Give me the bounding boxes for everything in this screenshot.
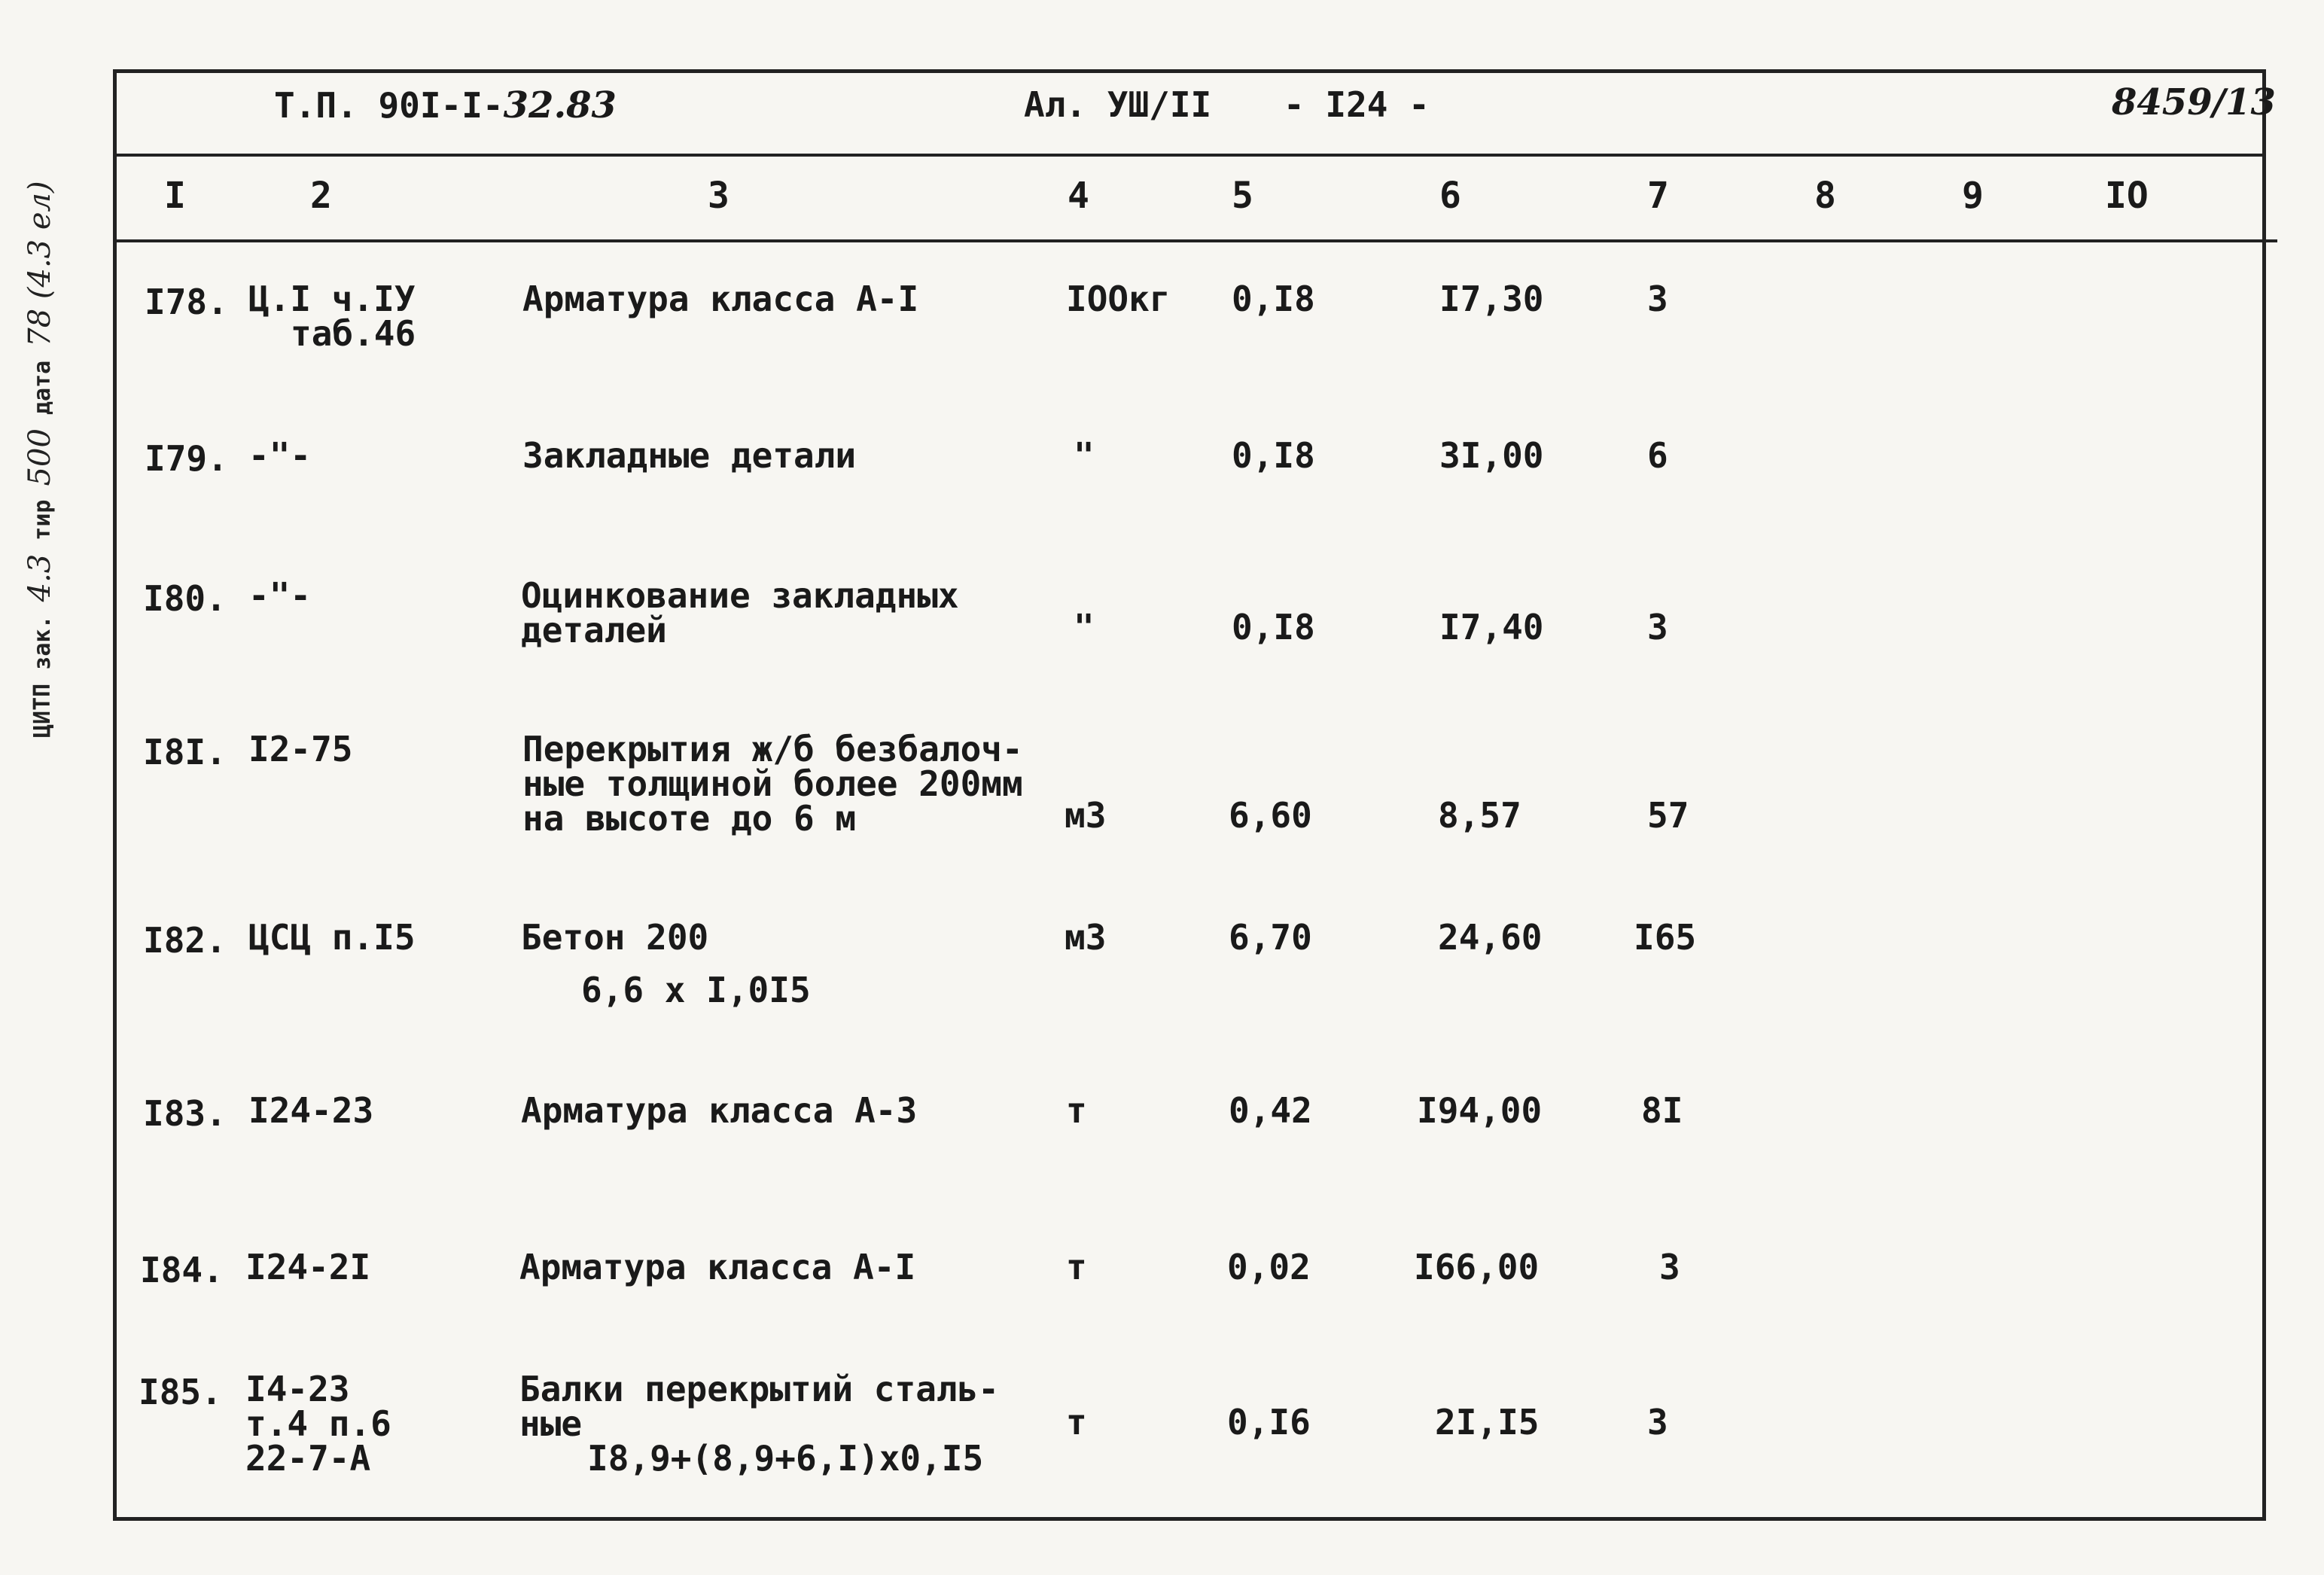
side-stamp-run: 500 bbox=[23, 428, 57, 486]
reference bbox=[248, 279, 416, 354]
unit: м3 bbox=[1065, 795, 1107, 836]
description-line: Арматура класса А-I bbox=[522, 279, 919, 319]
unit-price: I7,30 bbox=[1439, 279, 1544, 319]
unit-price: 8,57 bbox=[1438, 795, 1521, 836]
description-line: Арматура класса А-3 bbox=[521, 1090, 918, 1131]
description-line: 6,6 x I,0I5 bbox=[581, 970, 811, 1010]
reference bbox=[248, 575, 312, 616]
side-stamp-printed-3: дата bbox=[29, 360, 56, 416]
total: 3 bbox=[1647, 607, 1668, 647]
column-number: 5 bbox=[1232, 175, 1253, 217]
description bbox=[519, 1369, 999, 1479]
row-number: I85. bbox=[139, 1372, 222, 1412]
description bbox=[522, 279, 919, 319]
unit-price: I94,00 bbox=[1417, 1090, 1543, 1131]
reference bbox=[248, 917, 416, 958]
row-number: I8I. bbox=[143, 732, 227, 772]
quantity: 0,02 bbox=[1227, 1247, 1311, 1287]
row-number: I78. bbox=[145, 282, 228, 322]
unit: т bbox=[1066, 1247, 1087, 1287]
quantity: 0,I8 bbox=[1232, 607, 1315, 647]
description-line: Закладные детали bbox=[522, 435, 857, 476]
unit-price: 24,60 bbox=[1438, 917, 1543, 958]
document-number: 8459/13 bbox=[2112, 81, 2276, 123]
reference-line: -"- bbox=[248, 575, 312, 616]
column-number: 9 bbox=[1962, 175, 1984, 217]
unit: м3 bbox=[1065, 917, 1107, 958]
unit-price: 3I,00 bbox=[1439, 435, 1544, 476]
side-stamp-date: 78 (4.3 ел) bbox=[23, 181, 57, 347]
column-number: I bbox=[164, 175, 186, 217]
quantity: 0,42 bbox=[1229, 1090, 1312, 1131]
side-stamp-printed-2: тир bbox=[29, 499, 56, 541]
unit-price: I66,00 bbox=[1414, 1247, 1540, 1287]
row-number: I84. bbox=[140, 1250, 224, 1290]
description bbox=[522, 729, 1023, 839]
unit-price: 2I,I5 bbox=[1435, 1402, 1540, 1442]
description-line: Арматура класса А-I bbox=[519, 1247, 916, 1287]
album-label: Ал. УШ/II bbox=[1024, 84, 1212, 125]
unit: " bbox=[1074, 435, 1095, 476]
unit-price: I7,40 bbox=[1439, 607, 1544, 647]
row-number: I82. bbox=[143, 920, 227, 961]
unit: IOOкг bbox=[1066, 279, 1171, 319]
description-line: Перекрытия ж/б безбалоч- bbox=[522, 729, 1023, 769]
reference bbox=[245, 1369, 391, 1479]
reference-line: ЦСЦ п.I5 bbox=[248, 917, 416, 958]
column-numbers-divider bbox=[113, 239, 2277, 242]
reference-line: I4-23 bbox=[245, 1369, 350, 1409]
side-stamp bbox=[23, 15, 57, 738]
total: 3 bbox=[1647, 279, 1668, 319]
column-number: 4 bbox=[1068, 175, 1089, 217]
reference-line: I2-75 bbox=[248, 729, 353, 769]
description-line: ные толщиной более 200мм bbox=[522, 763, 1023, 804]
project-code-printed: Т.П. 90I-I- bbox=[274, 85, 504, 126]
description-line: Бетон 200 bbox=[521, 917, 709, 958]
column-number: 3 bbox=[708, 175, 729, 217]
reference-line: т.4 п.6 bbox=[245, 1403, 391, 1444]
quantity: 0,I8 bbox=[1232, 435, 1315, 476]
page-number: - I24 - bbox=[1284, 84, 1430, 125]
quantity: 6,70 bbox=[1229, 917, 1312, 958]
column-number: 8 bbox=[1814, 175, 1836, 217]
reference bbox=[248, 435, 312, 476]
total: 3 bbox=[1659, 1247, 1680, 1287]
description bbox=[519, 1247, 916, 1287]
total: 57 bbox=[1647, 795, 1689, 836]
column-number: IO bbox=[2105, 175, 2149, 217]
description-line: Балки перекрытий сталь- bbox=[519, 1369, 999, 1409]
description bbox=[521, 917, 811, 1010]
column-number: 7 bbox=[1647, 175, 1669, 217]
total: 3 bbox=[1647, 1402, 1668, 1442]
unit: т bbox=[1066, 1402, 1087, 1442]
unit: т bbox=[1066, 1090, 1087, 1131]
row-number: I79. bbox=[145, 438, 228, 479]
column-number: 2 bbox=[310, 175, 332, 217]
reference bbox=[248, 729, 353, 769]
reference-line: I24-2I bbox=[245, 1247, 371, 1287]
row-number: I80. bbox=[143, 578, 227, 619]
description bbox=[521, 1090, 918, 1131]
project-code-hand: 32.83 bbox=[503, 84, 617, 126]
total: I65 bbox=[1634, 917, 1697, 958]
description-line: Оцинкование закладных bbox=[521, 575, 959, 616]
description-line: на высоте до 6 м bbox=[522, 798, 857, 839]
reference bbox=[248, 1090, 374, 1131]
quantity: 0,I8 bbox=[1232, 279, 1315, 319]
reference-line: 22-7-А bbox=[245, 1438, 371, 1479]
description-line: ные bbox=[519, 1403, 583, 1444]
unit: " bbox=[1074, 607, 1095, 647]
description-line: I8,9+(8,9+6,I)x0,I5 bbox=[587, 1438, 984, 1479]
table-frame bbox=[113, 69, 2266, 1521]
reference bbox=[245, 1247, 371, 1287]
reference-line: I24-23 bbox=[248, 1090, 374, 1131]
quantity: 0,I6 bbox=[1227, 1402, 1311, 1442]
total: 6 bbox=[1647, 435, 1668, 476]
reference-line: таб.46 bbox=[291, 313, 416, 354]
reference-line: -"- bbox=[248, 435, 312, 476]
row-number: I83. bbox=[143, 1093, 227, 1134]
description bbox=[521, 575, 959, 650]
header-divider bbox=[113, 154, 2266, 157]
project-code bbox=[274, 84, 617, 126]
total: 8I bbox=[1641, 1090, 1683, 1131]
reference-line: Ц.I ч.IУ bbox=[248, 279, 416, 319]
column-number: 6 bbox=[1439, 175, 1461, 217]
description bbox=[522, 435, 857, 476]
description-line: деталей bbox=[521, 610, 667, 650]
quantity: 6,60 bbox=[1229, 795, 1312, 836]
side-stamp-order: 4.3 bbox=[23, 553, 57, 602]
side-stamp-printed: ЦИТП зак. bbox=[29, 615, 56, 738]
